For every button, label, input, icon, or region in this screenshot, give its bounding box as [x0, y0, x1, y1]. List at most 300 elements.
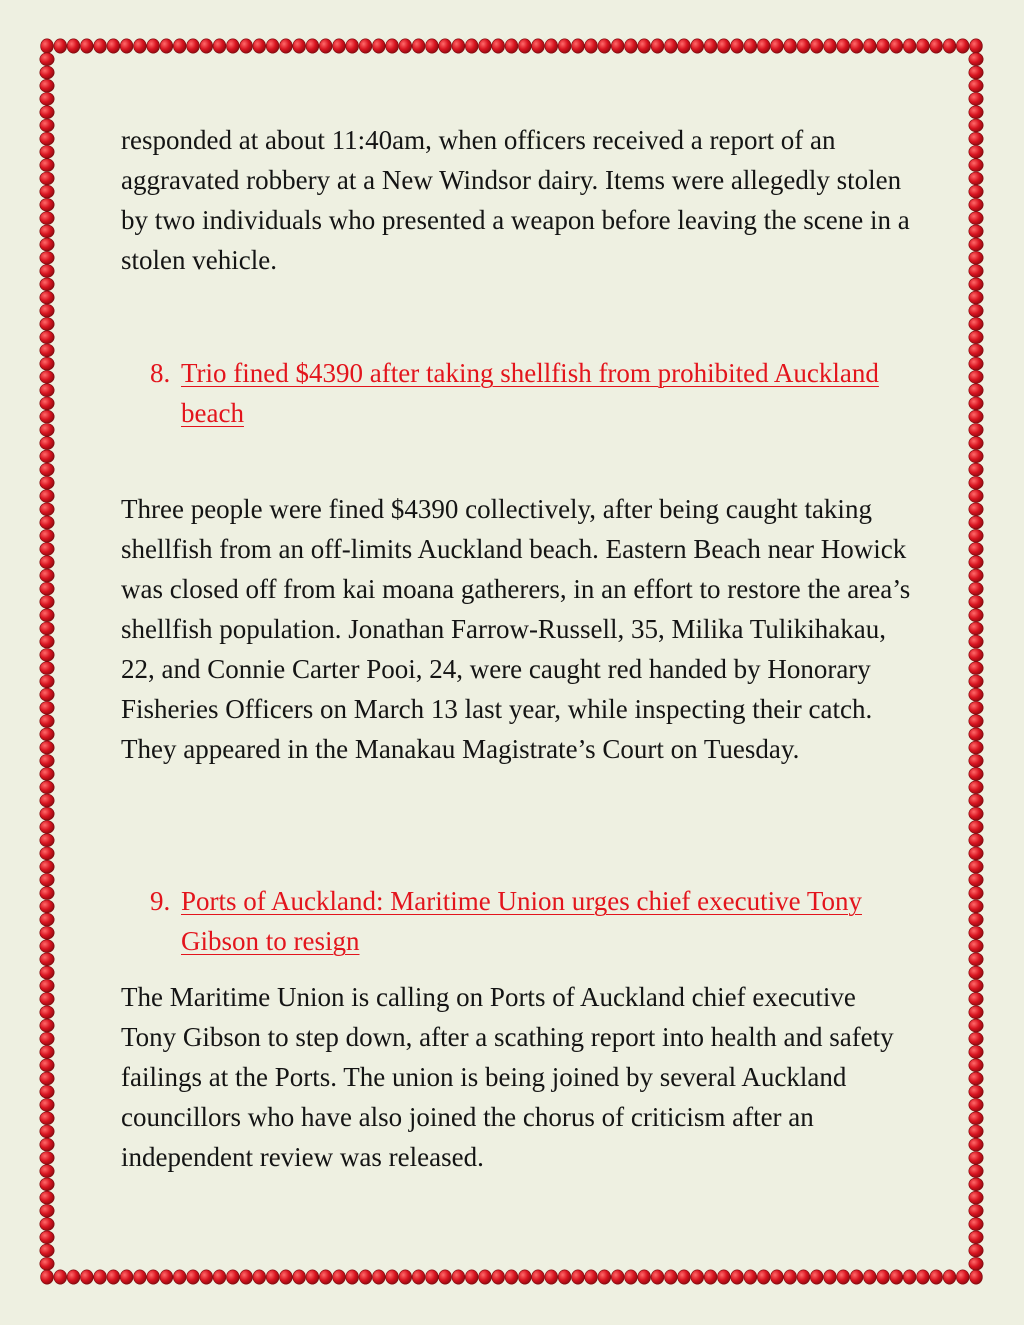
bead — [969, 900, 983, 913]
bead — [969, 93, 983, 106]
bead — [40, 768, 54, 781]
bead — [532, 39, 545, 53]
bead — [598, 39, 611, 53]
bead — [412, 39, 425, 53]
bead — [585, 39, 598, 53]
bead — [969, 529, 983, 542]
bead — [479, 39, 492, 53]
bead — [625, 1270, 638, 1284]
heading-item-9 — [150, 881, 910, 961]
bead — [40, 225, 54, 238]
bead — [969, 304, 983, 317]
bead — [40, 265, 54, 278]
bead — [757, 39, 770, 53]
bead — [40, 79, 54, 92]
paragraph-shellfish: Three people were fined $4390 collectively, after being caught taking shellfish from an off-limits Auckland beach. Eastern Beach near Howick was closed off from kai moana gatherers, in an effort to restore the area’s shellfish population. Jonathan Farrow-Russell, 35, Milika Tulikihakau, 22, and Connie Carter Pooi, 24, were caught red handed by Honorary Fisheries Officers on March 13 last year, while inspecting their catch. They appeared in the Manakau Magistrate’s Court on Tuesday. — [121, 494, 911, 764]
bead — [969, 1152, 983, 1165]
bead — [558, 39, 571, 53]
bead — [969, 926, 983, 939]
bead — [40, 662, 54, 675]
bead — [40, 556, 54, 569]
bead — [917, 1270, 930, 1284]
bead — [293, 1270, 306, 1284]
bead — [40, 476, 54, 489]
bead — [40, 622, 54, 635]
bead — [40, 119, 54, 132]
bead — [40, 490, 54, 503]
bead — [969, 503, 983, 516]
bead — [187, 1270, 200, 1284]
bead — [969, 569, 983, 582]
bead — [611, 39, 624, 53]
bead — [40, 675, 54, 688]
bead — [969, 212, 983, 225]
bead — [333, 1270, 346, 1284]
bead — [40, 966, 54, 979]
bead — [40, 847, 54, 860]
bead — [226, 39, 239, 53]
bead — [969, 344, 983, 357]
bead — [40, 344, 54, 357]
bead — [917, 39, 930, 53]
bead — [969, 225, 983, 238]
bead — [969, 662, 983, 675]
bead — [40, 159, 54, 172]
bead — [439, 39, 452, 53]
bead — [40, 900, 54, 913]
bead — [40, 424, 54, 437]
bead — [40, 410, 54, 423]
bead — [173, 39, 186, 53]
bead — [863, 39, 876, 53]
bead — [40, 821, 54, 834]
bead — [40, 66, 54, 79]
bead — [943, 39, 956, 53]
bead — [969, 913, 983, 926]
heading-item-8 — [150, 353, 910, 433]
bead — [969, 1218, 983, 1231]
bead — [969, 649, 983, 662]
heading-number: 9. — [150, 886, 171, 916]
bead — [426, 39, 439, 53]
bead — [40, 596, 54, 609]
bead — [40, 754, 54, 767]
bead — [943, 1270, 956, 1284]
bead — [40, 251, 54, 264]
bead — [969, 1138, 983, 1151]
bead — [40, 212, 54, 225]
bead — [585, 1270, 598, 1284]
bead — [160, 1270, 173, 1284]
bead — [969, 1231, 983, 1244]
bead — [969, 622, 983, 635]
bead — [863, 1270, 876, 1284]
bead — [40, 940, 54, 953]
bead — [969, 437, 983, 450]
bead — [40, 238, 54, 251]
bead — [40, 609, 54, 622]
bead — [386, 39, 399, 53]
bead — [572, 1270, 585, 1284]
bead — [969, 251, 983, 264]
bead — [784, 1270, 797, 1284]
bead — [134, 39, 147, 53]
bead — [40, 807, 54, 820]
bead — [40, 635, 54, 648]
bead — [280, 1270, 293, 1284]
bead — [956, 1270, 969, 1284]
bead — [969, 754, 983, 767]
bead — [731, 1270, 744, 1284]
bead — [120, 1270, 133, 1284]
bead — [664, 1270, 677, 1284]
bead — [40, 781, 54, 794]
bead — [969, 807, 983, 820]
bead — [797, 1270, 810, 1284]
bead — [40, 53, 54, 66]
bead — [810, 1270, 823, 1284]
bead — [969, 1257, 983, 1270]
paragraph-robbery: responded at about 11:40am, when officers received a report of an aggravated robbery at a New Windsor dairy. Items were allegedly stolen by two individuals who presented a weapon before leaving the scene in a stolen vehicle. — [121, 125, 910, 275]
bead — [40, 463, 54, 476]
bead — [40, 1085, 54, 1098]
bead — [969, 106, 983, 119]
bead — [372, 1270, 385, 1284]
bead — [970, 39, 983, 53]
bead — [969, 490, 983, 503]
bead — [40, 132, 54, 145]
bead — [930, 39, 943, 53]
bead — [969, 1019, 983, 1032]
bead — [253, 1270, 266, 1284]
bead — [969, 318, 983, 331]
bead — [80, 39, 93, 53]
bead — [678, 39, 691, 53]
bead — [611, 1270, 624, 1284]
bead — [969, 384, 983, 397]
bead — [969, 476, 983, 489]
bead — [40, 860, 54, 873]
bead — [969, 1006, 983, 1019]
bead — [969, 410, 983, 423]
bead — [771, 39, 784, 53]
bead — [969, 701, 983, 714]
bead — [40, 1244, 54, 1257]
bead — [40, 794, 54, 807]
bead — [40, 1178, 54, 1191]
bead — [837, 39, 850, 53]
bead — [969, 371, 983, 384]
bead — [651, 1270, 664, 1284]
bead — [306, 1270, 319, 1284]
bead — [40, 1191, 54, 1204]
bead — [40, 728, 54, 741]
bead — [969, 940, 983, 953]
bead — [40, 1204, 54, 1217]
bead — [969, 728, 983, 741]
bead — [240, 39, 253, 53]
bead — [412, 1270, 425, 1284]
bead — [40, 278, 54, 291]
bead — [40, 1257, 54, 1270]
bead — [969, 834, 983, 847]
bead — [80, 1270, 93, 1284]
bead — [969, 821, 983, 834]
bead — [40, 582, 54, 595]
bead — [40, 1218, 54, 1231]
bead — [40, 953, 54, 966]
bead — [850, 1270, 863, 1284]
bead — [903, 39, 916, 53]
bead — [969, 146, 983, 159]
bead — [903, 1270, 916, 1284]
bead — [40, 701, 54, 714]
bead — [187, 39, 200, 53]
bead — [319, 39, 332, 53]
bead — [638, 39, 651, 53]
bead — [54, 1270, 67, 1284]
bead — [691, 39, 704, 53]
bead — [306, 39, 319, 53]
bead — [359, 39, 372, 53]
bead — [147, 39, 160, 53]
bead — [969, 543, 983, 556]
bead — [744, 1270, 757, 1284]
bead — [969, 635, 983, 648]
bead — [40, 397, 54, 410]
bead — [651, 39, 664, 53]
bead — [969, 278, 983, 291]
bead — [969, 741, 983, 754]
bead — [359, 1270, 372, 1284]
bead — [890, 1270, 903, 1284]
bead — [731, 39, 744, 53]
bead — [452, 39, 465, 53]
bead — [744, 39, 757, 53]
bead — [40, 172, 54, 185]
bead — [346, 1270, 359, 1284]
bead — [969, 966, 983, 979]
bead — [969, 132, 983, 145]
paragraph-maritime-union: The Maritime Union is calling on Ports of Auckland chief executive Tony Gibson to step down, after a scathing report into health and safety failings at the Ports. The union is being joined by several Auckland councillors who have also joined the chorus of criticism after an independent review was released. — [121, 982, 894, 1172]
bead — [969, 874, 983, 887]
bead — [40, 688, 54, 701]
bead — [969, 675, 983, 688]
bead — [784, 39, 797, 53]
bead — [969, 1204, 983, 1217]
bead — [40, 503, 54, 516]
bead — [492, 1270, 505, 1284]
bead — [969, 1072, 983, 1085]
bead — [969, 582, 983, 595]
bead — [969, 265, 983, 278]
bead — [465, 1270, 478, 1284]
bead — [40, 741, 54, 754]
bead — [930, 1270, 943, 1284]
bead — [107, 39, 120, 53]
bead — [452, 1270, 465, 1284]
bead — [293, 39, 306, 53]
bead — [532, 1270, 545, 1284]
bead — [969, 424, 983, 437]
bead — [40, 93, 54, 106]
bead — [969, 794, 983, 807]
bead — [386, 1270, 399, 1284]
bead — [40, 1019, 54, 1032]
bead — [439, 1270, 452, 1284]
bead — [969, 1046, 983, 1059]
bead — [969, 556, 983, 569]
bead — [877, 39, 890, 53]
bead — [40, 1231, 54, 1244]
bead — [969, 198, 983, 211]
bead — [969, 1059, 983, 1072]
bead — [40, 304, 54, 317]
bead — [40, 357, 54, 370]
bead — [704, 39, 717, 53]
bead — [969, 516, 983, 529]
bead — [969, 688, 983, 701]
bead — [40, 1006, 54, 1019]
bead — [505, 1270, 518, 1284]
bead — [41, 1270, 54, 1284]
bead — [638, 1270, 651, 1284]
bead — [426, 1270, 439, 1284]
bead — [572, 39, 585, 53]
heading-link-trio-fined[interactable]: Trio fined $4390 after taking shellfish from prohibited Auckland beach — [181, 358, 879, 428]
bead — [40, 993, 54, 1006]
bead — [40, 1125, 54, 1138]
bead — [40, 979, 54, 992]
bead — [824, 39, 837, 53]
bead — [890, 39, 903, 53]
bead — [969, 953, 983, 966]
bead — [969, 847, 983, 860]
bead — [969, 1032, 983, 1045]
bead — [266, 1270, 279, 1284]
bead — [518, 1270, 531, 1284]
bead — [40, 291, 54, 304]
bead — [717, 1270, 730, 1284]
bead — [226, 1270, 239, 1284]
bead — [757, 1270, 770, 1284]
bead — [200, 39, 213, 53]
bead — [824, 1270, 837, 1284]
bead — [969, 596, 983, 609]
bead — [492, 39, 505, 53]
bead — [969, 450, 983, 463]
bead — [40, 887, 54, 900]
bead — [40, 649, 54, 662]
bead — [877, 1270, 890, 1284]
bead — [399, 39, 412, 53]
bead — [969, 185, 983, 198]
bead — [625, 39, 638, 53]
bead — [465, 39, 478, 53]
bead — [969, 781, 983, 794]
bead — [253, 39, 266, 53]
bead — [240, 1270, 253, 1284]
bead — [969, 768, 983, 781]
bead — [67, 39, 80, 53]
bead — [969, 860, 983, 873]
bead — [173, 1270, 186, 1284]
bead — [969, 1112, 983, 1125]
bead — [120, 39, 133, 53]
bead — [40, 106, 54, 119]
bead — [545, 39, 558, 53]
bead — [40, 1046, 54, 1059]
bead — [956, 39, 969, 53]
bead — [969, 79, 983, 92]
bead — [40, 185, 54, 198]
heading-link-ports-of-auckland[interactable]: Ports of Auckland: Maritime Union urges chief executive Tony Gibson to resign — [181, 886, 862, 956]
bead — [969, 291, 983, 304]
bead — [969, 1244, 983, 1257]
bead — [54, 39, 67, 53]
bead — [40, 318, 54, 331]
bead — [771, 1270, 784, 1284]
bead — [518, 39, 531, 53]
bead — [40, 569, 54, 582]
bead — [678, 1270, 691, 1284]
bead — [505, 39, 518, 53]
bead — [40, 1072, 54, 1085]
bead — [67, 1270, 80, 1284]
bead — [40, 874, 54, 887]
bead — [969, 463, 983, 476]
bead — [969, 397, 983, 410]
bead — [969, 1165, 983, 1178]
bead — [969, 715, 983, 728]
bead — [797, 39, 810, 53]
bead — [40, 1152, 54, 1165]
bead — [40, 1032, 54, 1045]
bead — [40, 371, 54, 384]
bead — [691, 1270, 704, 1284]
bead — [969, 1178, 983, 1191]
bead — [969, 1099, 983, 1112]
bead — [969, 331, 983, 344]
bead — [134, 1270, 147, 1284]
bead — [266, 39, 279, 53]
bead — [147, 1270, 160, 1284]
bead — [346, 39, 359, 53]
bead — [969, 887, 983, 900]
bead — [598, 1270, 611, 1284]
bead — [969, 172, 983, 185]
bead — [664, 39, 677, 53]
heading-number: 8. — [150, 358, 171, 388]
bead — [40, 1099, 54, 1112]
bead — [40, 516, 54, 529]
bead — [969, 1125, 983, 1138]
bead — [40, 331, 54, 344]
bead — [969, 1085, 983, 1098]
bead — [40, 1059, 54, 1072]
bead — [40, 715, 54, 728]
bead — [704, 1270, 717, 1284]
bead — [41, 39, 54, 53]
bead — [40, 450, 54, 463]
bead — [717, 39, 730, 53]
bead — [213, 1270, 226, 1284]
bead — [40, 1138, 54, 1151]
bead — [94, 39, 107, 53]
bead — [213, 39, 226, 53]
bead — [545, 1270, 558, 1284]
bead — [107, 1270, 120, 1284]
